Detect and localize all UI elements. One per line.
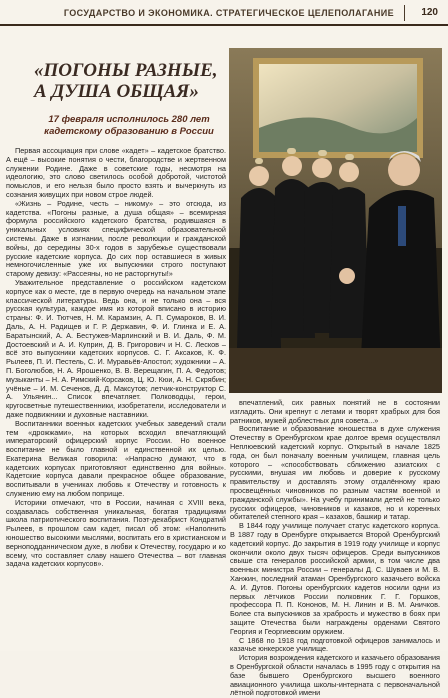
paragraph: Воспитание и образование юношества в духе служения Отечеству в Оренбургском крае долгое время осуществлял Неплюевский кадетский корпус. Открытый в начале 1825 года, он был поначалу военным училищем, главная цель которого – «способствовать сближению азиатских с русскими, внушая им любовь и доверие к русскому правительству и доставлять этому отдалённому краю просвещённых чиновников по разным частям военной и гражданской службы». На учебу принимали детей не только русских офицеров, чиновников и казаков, но и коренных обитателей степного края – казахов, башкир и татар.	[230, 424, 440, 522]
right-column	[230, 398, 440, 698]
paragraph: С 1868 по 1918 год подготовкой офицеров занималось и казачье юнкерское училище.	[230, 635, 440, 654]
paragraph: История возрождения кадетского и казачьего образования в Оренбургской области началась в 1995 году с открытия на базе бывшего Оренбургского высшего военного авиационного училища школы-интерната с первоначальной лётной подготовкой имени	[230, 653, 440, 698]
left-column	[6, 147, 226, 647]
section-title: ГОСУДАРСТВО И ЭКОНОМИКА. СТРАТЕГИЧЕСКОЕ ЦЕЛЕПОЛАГАНИЕ	[63, 8, 394, 18]
paragraph: «Жизнь – Родине, честь – никому» – это отсюда, из кадетства. «Погоны разные, а душа общая» – всемирная формула российского кадетского братства, родившаяся в уникальных условиях специфической образовательной системы. Даже в изгнании, после революции и гражданской войны, до середины 30-х годов в зарубежье существовали русские кадетские корпуса. До сих пор оставшиеся в живых немногочисленные уже их выпускники строго поступают старому девизу: «Рассеяны, но не расторгнуты!»	[6, 198, 226, 279]
paragraph: впечатлений, сих равных понятий не в состоянии изгладить. Они крепнут с летами и творят храбрых для боя ратников, мужей доблестных для совета...»	[230, 398, 440, 425]
paragraph: В 1844 году училище получает статус кадетского корпуса. В 1887 году в Оренбурге открывается Второй Оренбургский кадетский корпус. До закрытия в 1919 году училище и корпус окончили около двух тысяч офицеров. Среди выпускников свыше ста генералов российской армии, в том числе два военных министра России – генералы Д. С. Шуваев и М. В. Ханжин, последний атаман Оренбургского казачьего войска А. И. Дутов. Погоны оренбургских кадетов носили одни из первых лётчиков России полковник Г. Г. Горшков, профессора П. П. Кононов, М. Н. Линин и В. М. Аничков. Более ста выпускников за храбрость и мужество в боях при защите Отечества были награждены орденами Святого Георгия и Георгиевским оружием.	[230, 521, 440, 636]
paragraph: Первая ассоциация при слове «кадет» – кадетское братство. А ещё – высокие понятия о чести, благородстве и жертвенном служении Родине. Даже в советские годы, несмотря на идеологию, это слово светилось особой добротой, чистотой помыслов, и его нельзя было просто взять и вычеркнуть из сознания живущих при новом строе людей.	[6, 146, 226, 199]
article-subtitle: 17 февраля исполнилось 280 лет кадетскому образованию в России	[44, 114, 214, 137]
article-title: «ПОГОНЫ РАЗНЫЕ, А ДУША ОБЩАЯ»	[34, 60, 218, 102]
header-divider	[404, 5, 405, 21]
paragraph: Уважительное представление о российском кадетском корпусе как о месте, где в первую очередь на начальном этапе классической литературы. Ведь она, и не только она – вся русская культура, каждое имя из которой вписано в историю страны: Ф. И. Тютчев, Н. М. Карамзин, А. П. Сумароков, В. И. Даль, А. Н. Радищев и Г. Р. Державин, Ф. И. Глинка и Е. А. Баратынский, А. А. Бестужев-Марлинский и В. И. Даль, Ф. М. Достоевский и А. И. Куприн, Д. В. Григорович и Н. С. Лесков – всё это выпускники кадетских корпусов. С. Г. Аксаков, К. Ф. Рылеев, П. И. Пестель, С. И. Муравьёв-Апостол; художники – А. П. Боголюбов, Н. А. Ярошенко, В. В. Верещагин, П. А. Федотов; музыканты – Н. А. Римский-Корсаков, Ц. Ю. Кюи, А. Н. Скрябин; учёные – И. М. Сеченов, Д. Д. Максутов; летчик-конструктор С. А. Ульянин... Список впечатляет. Полководцы, герои, кругосветные путешественники, изобретатели, исследователи и даже подвижники и духовные наставники.	[6, 277, 226, 419]
header-rule	[0, 24, 448, 26]
paragraph: Воспитанники военных кадетских учебных заведений стали тем «дрожжами», на которых всходил впечатляющий императорский офицерский корпус России. Но военное воспитание не было главной и единственной их целью. Екатерина Великая говорила: «Напрасно думают, что в кадетских корпусах приготовляют единственно для войны». Кадетские корпуса давали прекрасное общее образование, воспитывали в учениках любовь к Отечеству и готовность к служению ему на любом поприще.	[6, 418, 226, 499]
running-header	[0, 0, 448, 27]
article-photo	[229, 48, 442, 393]
photo-icon	[229, 48, 442, 393]
page-number: 120	[421, 7, 438, 18]
paragraph: Историки отмечают, что в России, начиная с XVIII века, создавалась собственная уникальная, богатая традициями школа патриотического воспитания. Поэт-декабрист Кондратий Рылеев, в прошлом сам кадет, писал об этом: «Наполнить юношество высокими мыслями, воспитать его в христианском и верноподданническом духе, в любви к Отечеству, государю и ко всему, что составляет славу нашего Отечества – вот главная задача кадетских корпусов».	[6, 497, 226, 569]
